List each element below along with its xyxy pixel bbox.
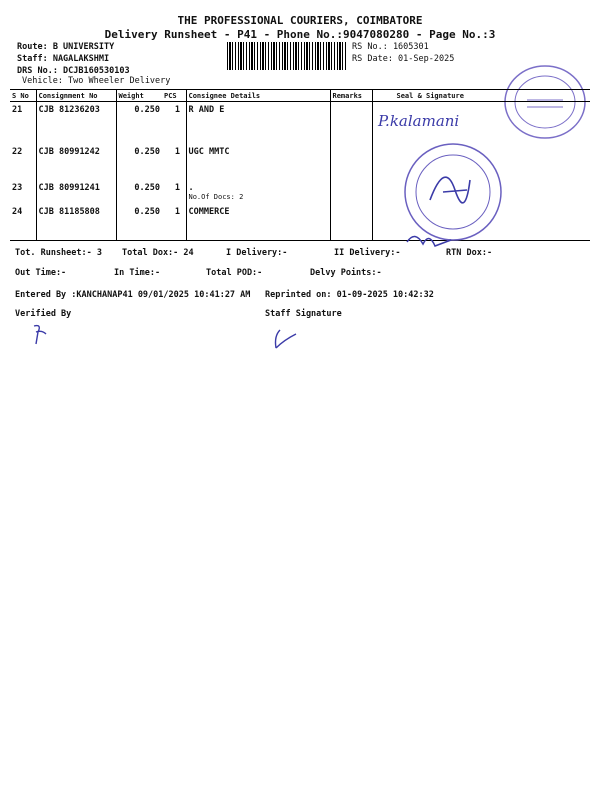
row-consignment: CJB 81185808 — [36, 204, 116, 240]
row-weight: 0.250 — [134, 182, 160, 193]
drs-number: DRS No.: DCJB160530103 — [17, 66, 130, 76]
row-weight: 0.250 — [134, 206, 160, 217]
tot-runsheet: Tot. Runsheet:- 3 — [15, 248, 102, 258]
vehicle-label: Vehicle: Two Wheeler Delivery — [22, 76, 171, 86]
delvy-points: Delvy Points:- — [310, 268, 382, 278]
col-consignment: Consignment No — [36, 90, 116, 102]
row-pcs: 1 — [174, 182, 180, 193]
verifier-initials — [28, 322, 58, 348]
row-consignee: COMMERCE — [186, 204, 330, 240]
col-remarks: Remarks — [330, 90, 372, 102]
rs-date: RS Date: 01-Sep-2025 — [352, 54, 455, 64]
barcode — [227, 42, 347, 70]
ii-delivery: II Delivery:- — [334, 248, 401, 258]
rs-number: RS No.: 1605301 — [352, 42, 429, 52]
rtn-dox: RTN Dox:- — [446, 248, 493, 258]
total-pod: Total POD:- — [206, 268, 263, 278]
staff-label: Staff: NAGALAKSHMI — [17, 54, 110, 64]
row-consignment: CJB 81236203 — [36, 102, 116, 144]
i-delivery: I Delivery:- — [226, 248, 288, 258]
route-label: Route: B UNIVERSITY — [17, 42, 115, 52]
staff-initials — [266, 326, 302, 352]
row-docs-count: No.Of Docs: 2 — [188, 192, 244, 201]
col-pcs: PCS — [162, 90, 182, 102]
row-weight: 0.250 — [134, 105, 160, 115]
row-consignment: CJB 80991242 — [36, 144, 116, 180]
row-weight: 0.250 — [134, 146, 160, 157]
row-pcs: 1 — [174, 206, 180, 217]
col-weight: Weight — [116, 90, 162, 102]
row-sno: 24 — [10, 204, 36, 240]
runsheet-title: Delivery Runsheet - P41 - Phone No.:9047080280 - Page No.:3 — [104, 28, 496, 41]
verified-by-label: Verified By — [15, 309, 72, 319]
total-dox: Total Dox:- 24 — [122, 248, 194, 258]
row-sno: 22 — [10, 144, 36, 180]
row-pcs: 1 — [174, 105, 180, 115]
col-sno: S No — [10, 90, 36, 102]
reprinted-on: Reprinted on: 01-09-2025 10:42:32 — [265, 290, 434, 300]
col-consignee: Consignee Details — [186, 90, 330, 102]
in-time: In Time:- — [114, 268, 161, 278]
col-seal-signature: Seal & Signature — [372, 90, 590, 102]
row-consignment: CJB 80991241 — [36, 180, 116, 204]
row-consignee: UGC MMTC — [186, 144, 330, 180]
row-sno: 21 — [10, 102, 36, 144]
row-pcs: 1 — [174, 146, 180, 157]
handwritten-signature: P.kalamani — [378, 112, 460, 130]
row-consignee: R AND E — [186, 102, 330, 144]
staff-signature-label: Staff Signature — [265, 309, 342, 319]
company-name: THE PROFESSIONAL COURIERS, COIMBATORE — [177, 14, 423, 27]
out-time: Out Time:- — [15, 268, 67, 278]
table-header-row — [10, 90, 590, 102]
entered-by: Entered By :KANCHANAP41 09/01/2025 10:41:27 AM — [15, 290, 251, 300]
row-consignee: . — [188, 182, 194, 193]
row-sno: 23 — [10, 180, 36, 204]
